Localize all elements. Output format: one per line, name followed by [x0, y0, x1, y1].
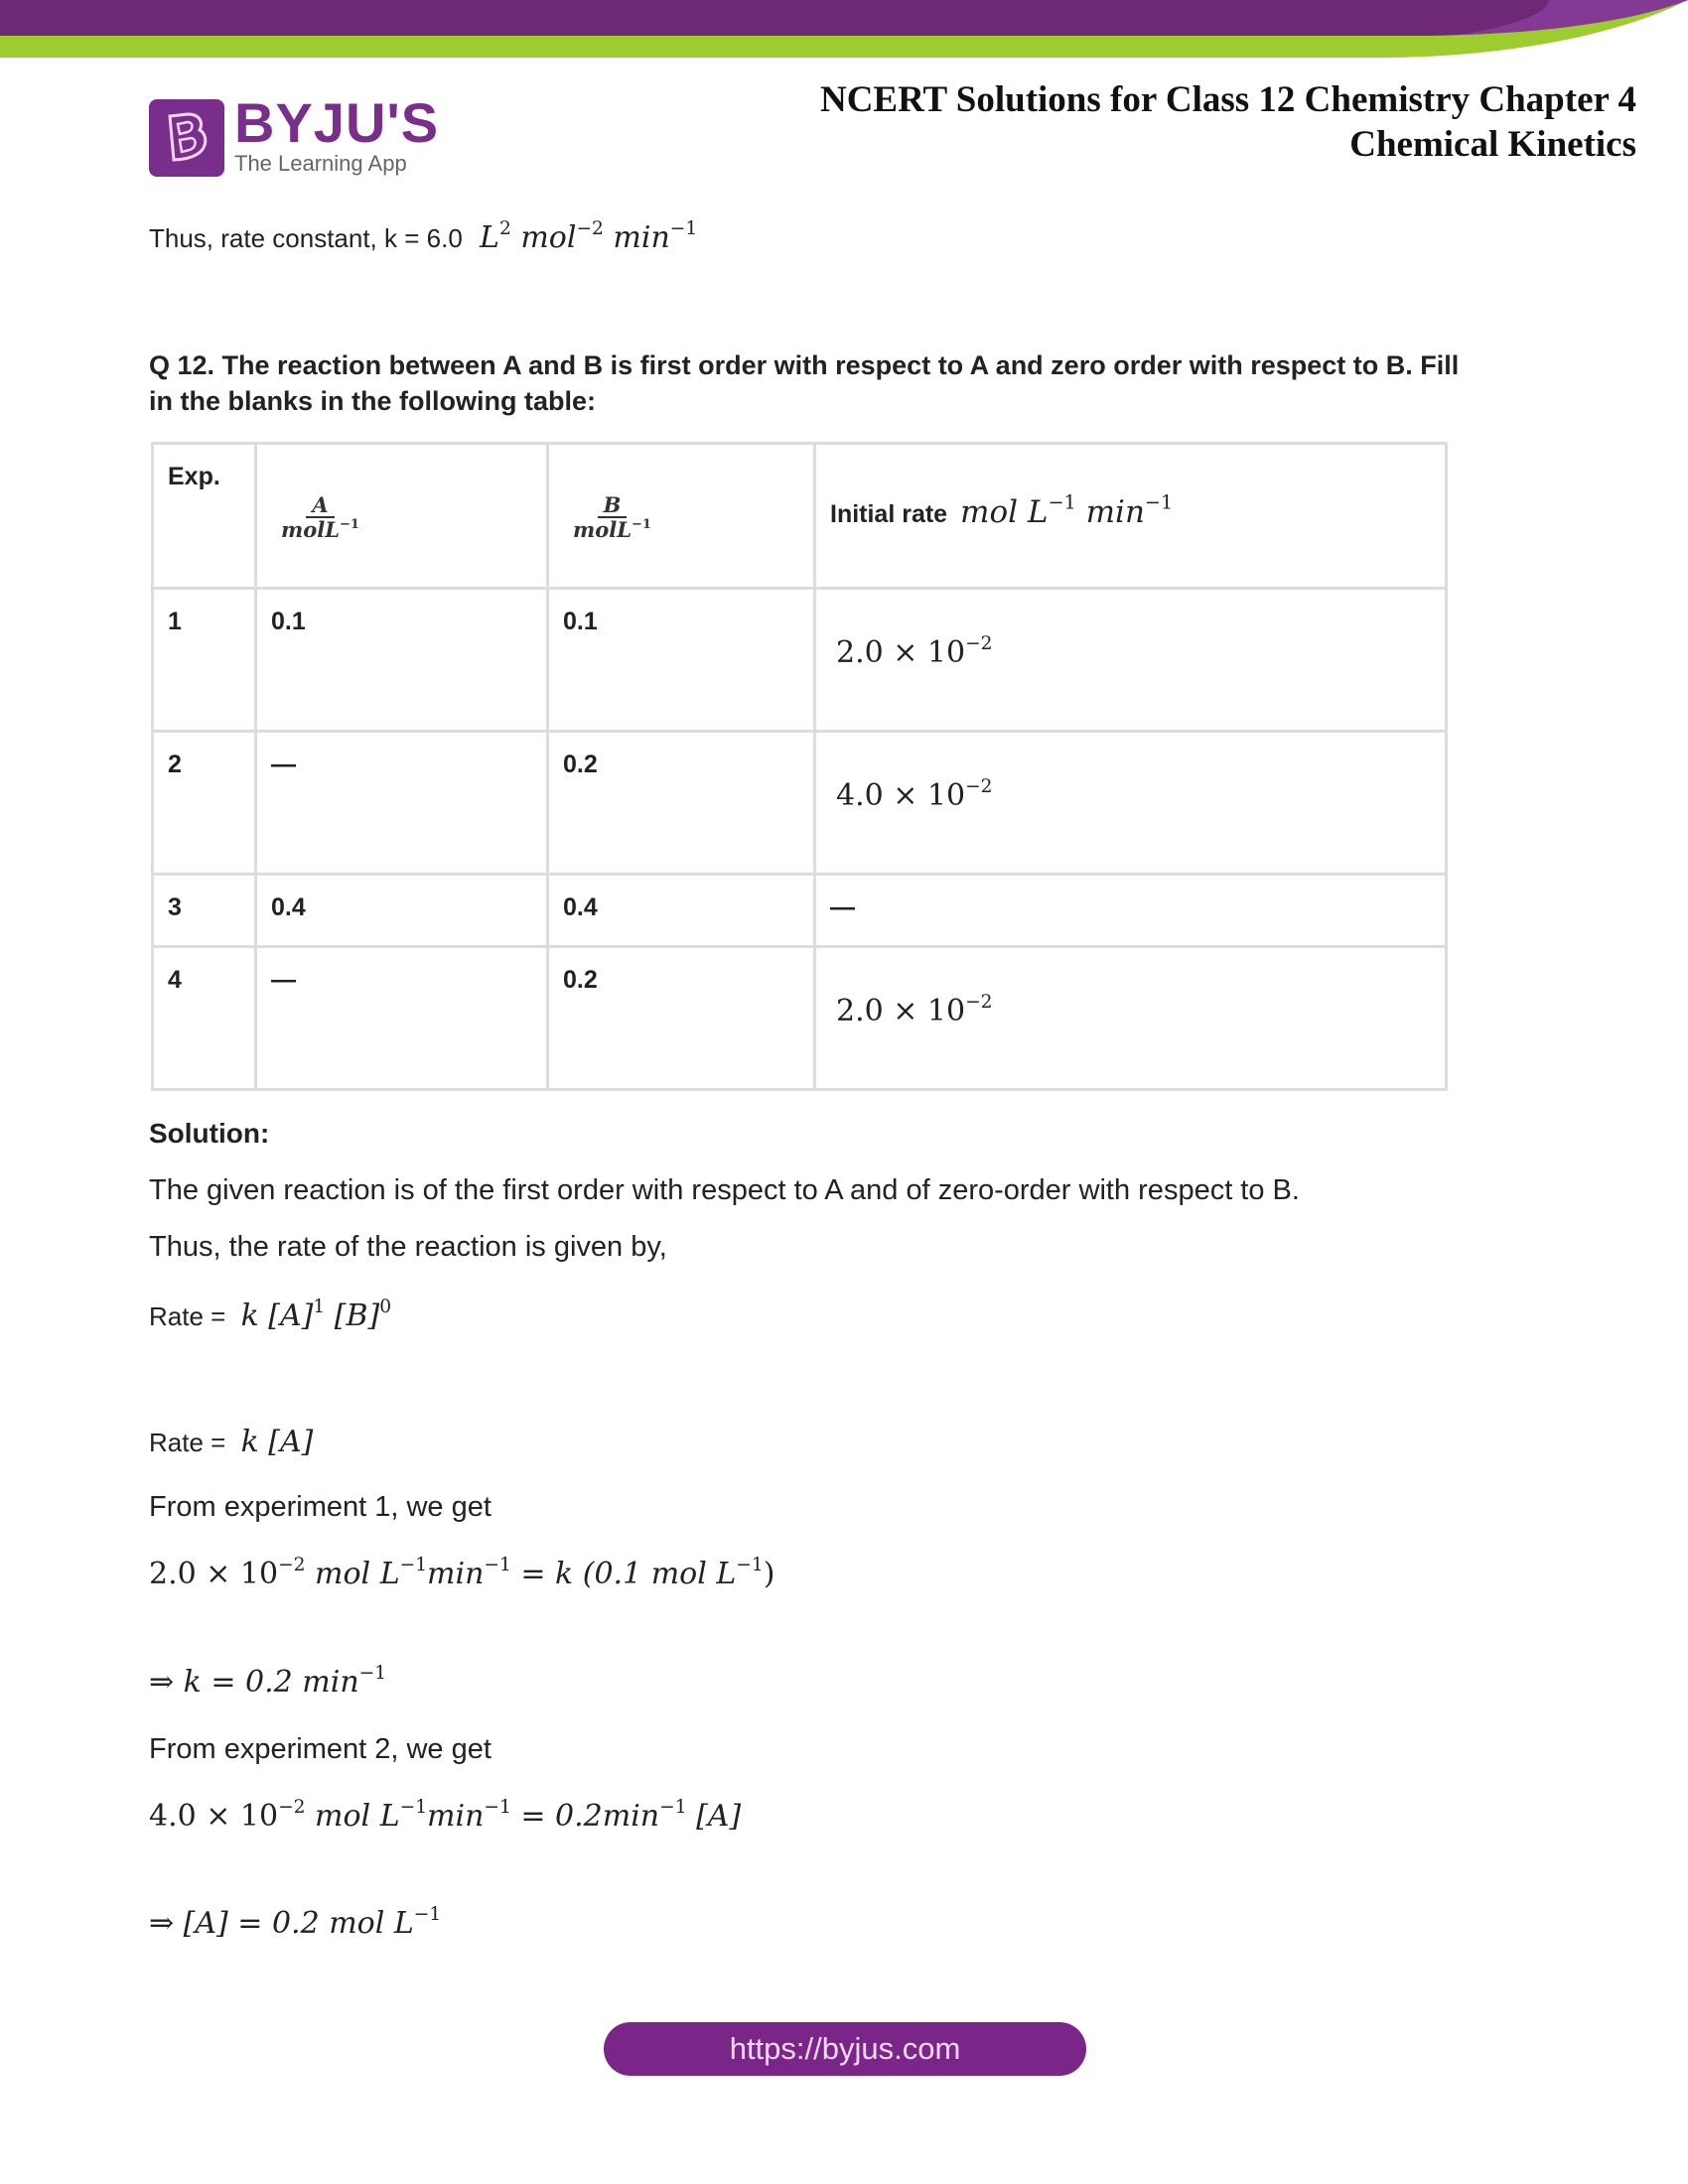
eq3-close: )	[763, 1557, 775, 1591]
eq5-exp: −2	[278, 1796, 306, 1818]
unit-mol: mol	[520, 220, 577, 255]
exp-l: 2	[498, 217, 511, 239]
row-2-a: —	[271, 751, 296, 778]
header-a-fraction	[281, 494, 359, 542]
header-rate-mol-exp: −1	[1048, 490, 1076, 514]
rate-table	[151, 442, 1448, 1091]
eq5-right: = 0.2min	[510, 1799, 660, 1834]
row-2-rate-mantissa: 4.0 × 10	[836, 778, 966, 813]
row-1-rate	[816, 590, 1445, 688]
logo-b-icon	[149, 99, 224, 177]
row-3-exp: 3	[168, 893, 182, 921]
eq6-exp: −1	[413, 1903, 442, 1925]
table-row	[153, 947, 1447, 1090]
unit-l: L	[480, 220, 499, 255]
rate-label-1: Rate =	[149, 1301, 226, 1331]
eq5-left: 4.0 × 10	[149, 1799, 279, 1834]
row-1-exp: 1	[168, 608, 182, 635]
row-1-rate-mantissa: 2.0 × 10	[836, 635, 966, 670]
eq3-unit1: mol L	[305, 1557, 400, 1591]
header-rate-min: min	[1085, 494, 1145, 530]
eq3-exp: −2	[278, 1554, 306, 1575]
row-1-b: 0.1	[563, 608, 598, 635]
eq5-right-exp: −1	[659, 1796, 687, 1818]
row-2-b: 0.2	[563, 751, 598, 778]
eq5-unit1-exp: −1	[399, 1796, 428, 1818]
header-initial-rate	[816, 445, 1445, 548]
unit-min: min	[613, 220, 670, 255]
row-3-rate-mantissa: —	[830, 893, 855, 921]
top-banner	[0, 0, 1688, 69]
eq1-exp-a: 1	[313, 1296, 326, 1317]
solution-paragraph-2: Thus, the rate of the reaction is given by,	[149, 1231, 667, 1263]
logo-brand: BYJU'S	[234, 91, 440, 154]
header-exp: Exp.	[168, 463, 220, 490]
eq1-exp-b: 0	[379, 1296, 392, 1317]
row-1-rate-exp: −2	[965, 632, 993, 654]
eq2: k [A]	[240, 1425, 314, 1459]
k-result	[149, 1662, 387, 1700]
row-3-b: 0.4	[563, 893, 598, 921]
title-line-2: Chemical Kinetics	[1349, 124, 1636, 165]
frac-a-den-exp: −1	[339, 516, 359, 532]
solution-paragraph-1: The given reaction is of the first order with respect to A and of zero-order with respect to B.	[149, 1174, 1300, 1206]
eq5-close: [A]	[686, 1799, 742, 1834]
frac-a-den: molL	[281, 517, 340, 542]
eq4-exp: −1	[358, 1662, 387, 1684]
document-title	[820, 77, 1636, 167]
table-row	[153, 732, 1447, 875]
rate-equation-1	[149, 1298, 391, 1333]
row-1-a: 0.1	[271, 608, 306, 635]
solution-heading: Solution:	[149, 1118, 270, 1149]
row-4-a: —	[271, 966, 296, 994]
eq1-b: [B]	[325, 1298, 380, 1333]
frac-a-num: A	[306, 494, 334, 518]
row-4-rate-exp: −2	[965, 991, 993, 1013]
eq6: ⇒ [A] = 0.2 mol L	[149, 1906, 414, 1941]
eq3-unit1-exp: −1	[399, 1554, 428, 1575]
frac-b-num: B	[598, 494, 628, 518]
equation-experiment-1	[149, 1554, 775, 1591]
eq3-right-exp: −1	[736, 1554, 764, 1575]
eq3-unit2: min	[427, 1557, 485, 1591]
eq5-unit2: min	[427, 1799, 485, 1834]
row-3-rate	[816, 876, 1445, 940]
row-2-rate	[816, 733, 1445, 831]
row-2-exp: 2	[168, 751, 182, 778]
exp-mol: −2	[576, 217, 604, 239]
eq4: ⇒ k = 0.2 min	[149, 1665, 359, 1700]
eq5-unit2-exp: −1	[484, 1796, 511, 1818]
rate-constant-text: Thus, rate constant, k = 6.0	[149, 223, 463, 253]
eq3-unit2-exp: −1	[484, 1554, 511, 1575]
row-4-rate-mantissa: 2.0 × 10	[836, 994, 966, 1028]
previous-answer-line	[149, 217, 698, 255]
exp-min: −1	[669, 217, 698, 239]
eq3-left: 2.0 × 10	[149, 1557, 279, 1591]
frac-b-den: molL	[573, 517, 632, 542]
equation-experiment-2	[149, 1796, 742, 1834]
question-text: Q 12. The reaction between A and B is first order with respect to A and zero order with respect to B. Fill in the blanks in the following table:	[149, 350, 1460, 416]
row-4-rate	[816, 948, 1445, 1046]
logo-tagline: The Learning App	[234, 151, 407, 176]
from-experiment-2: From experiment 2, we get	[149, 1733, 492, 1765]
table-row	[153, 875, 1447, 947]
eq3-right: = k (0.1 mol L	[510, 1557, 737, 1591]
header-rate-min-exp: −1	[1144, 490, 1174, 514]
byjus-logo	[149, 91, 440, 177]
header-b-fraction	[573, 494, 651, 542]
row-2-rate-exp: −2	[965, 775, 993, 797]
rate-equation-2	[149, 1425, 313, 1459]
eq1-ka: k [A]	[240, 1298, 314, 1333]
from-experiment-1: From experiment 1, we get	[149, 1491, 492, 1523]
footer-url-link[interactable]: https://byjus.com	[604, 2022, 1086, 2076]
table-header-row	[153, 444, 1447, 589]
frac-b-den-exp: −1	[631, 516, 651, 532]
row-3-a: 0.4	[271, 893, 306, 921]
table-row	[153, 589, 1447, 732]
rate-label-2: Rate =	[149, 1428, 226, 1457]
row-4-b: 0.2	[563, 966, 598, 994]
header-rate-label: Initial rate	[830, 500, 948, 528]
header-rate-mol: mol L	[960, 494, 1049, 530]
row-4-exp: 4	[168, 966, 182, 994]
a-result	[149, 1903, 442, 1941]
eq5-unit1: mol L	[305, 1799, 400, 1834]
title-line-1: NCERT Solutions for Class 12 Chemistry Chapter 4	[819, 79, 1636, 120]
